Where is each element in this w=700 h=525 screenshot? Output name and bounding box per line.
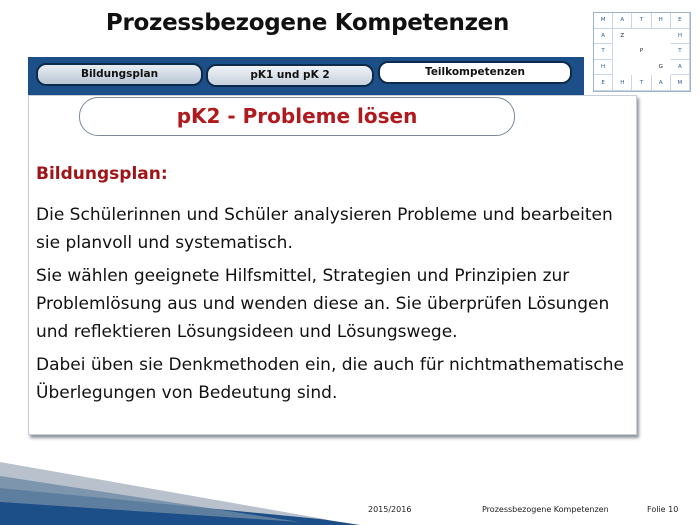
logo-letter	[613, 60, 632, 76]
section-label: Bildungsplan:	[36, 164, 168, 184]
logo-letter	[652, 44, 671, 60]
mathe-logo	[593, 12, 691, 92]
logo-letter: T	[632, 13, 651, 29]
footer-slide-number: Folie 10	[647, 505, 679, 514]
logo-letter	[632, 60, 651, 76]
paragraph-analysis: Die Schülerinnen und Schüler analysieren Probleme und bearbeiten sie planvoll und systematisch.	[36, 205, 613, 253]
logo-letter: E	[671, 13, 690, 29]
logo-letter: T	[632, 75, 651, 91]
logo-letter: H	[594, 60, 613, 76]
logo-letter: M	[671, 75, 690, 91]
tab-bildungsplan[interactable]: Bildungsplan	[36, 63, 203, 86]
paragraph-methods: Dabei üben sie Denkmethoden ein, die auch für nichtmathematische Überlegungen von Bedeutung sind.	[36, 355, 624, 403]
logo-letter: P	[639, 48, 644, 55]
paragraph-strategies: Sie wählen geeignete Hilfsmittel, Strategien und Prinzipien zur Problemlösung aus und wenden diese an. Sie überprüfen Lösungen und reflektieren Lösungsideen und Lösungswege.	[36, 266, 610, 342]
logo-letter	[652, 29, 671, 45]
logo-letter: H	[671, 29, 690, 45]
competence-heading: pK2 - Probleme lösen	[79, 97, 515, 136]
slide-title: Prozessbezogene Kompetenzen	[105, 10, 510, 36]
logo-letter	[632, 29, 651, 45]
logo-letter: M	[594, 13, 613, 29]
logo-letter: Z	[620, 32, 625, 39]
footer-wedge-decoration	[0, 462, 700, 525]
footer-year: 2015/2016	[368, 505, 412, 514]
logo-letter: A	[652, 75, 671, 91]
logo-letter: H	[613, 75, 632, 91]
tab-pk1-pk2[interactable]: pK1 und pK 2	[206, 64, 374, 87]
logo-letter: G	[658, 64, 663, 71]
logo-letter: T	[594, 44, 613, 60]
logo-letter: E	[594, 75, 613, 91]
tab-teilkompetenzen[interactable]: Teilkompetenzen	[378, 61, 572, 84]
logo-letter: T	[671, 44, 690, 60]
logo-letter: A	[594, 29, 613, 45]
nav-bar	[28, 57, 584, 95]
logo-letter	[613, 44, 632, 60]
logo-letter: H	[652, 13, 671, 29]
logo-letter: A	[671, 60, 690, 76]
logo-letter: A	[613, 13, 632, 29]
footer-title: Prozessbezogene Kompetenzen	[482, 505, 609, 514]
